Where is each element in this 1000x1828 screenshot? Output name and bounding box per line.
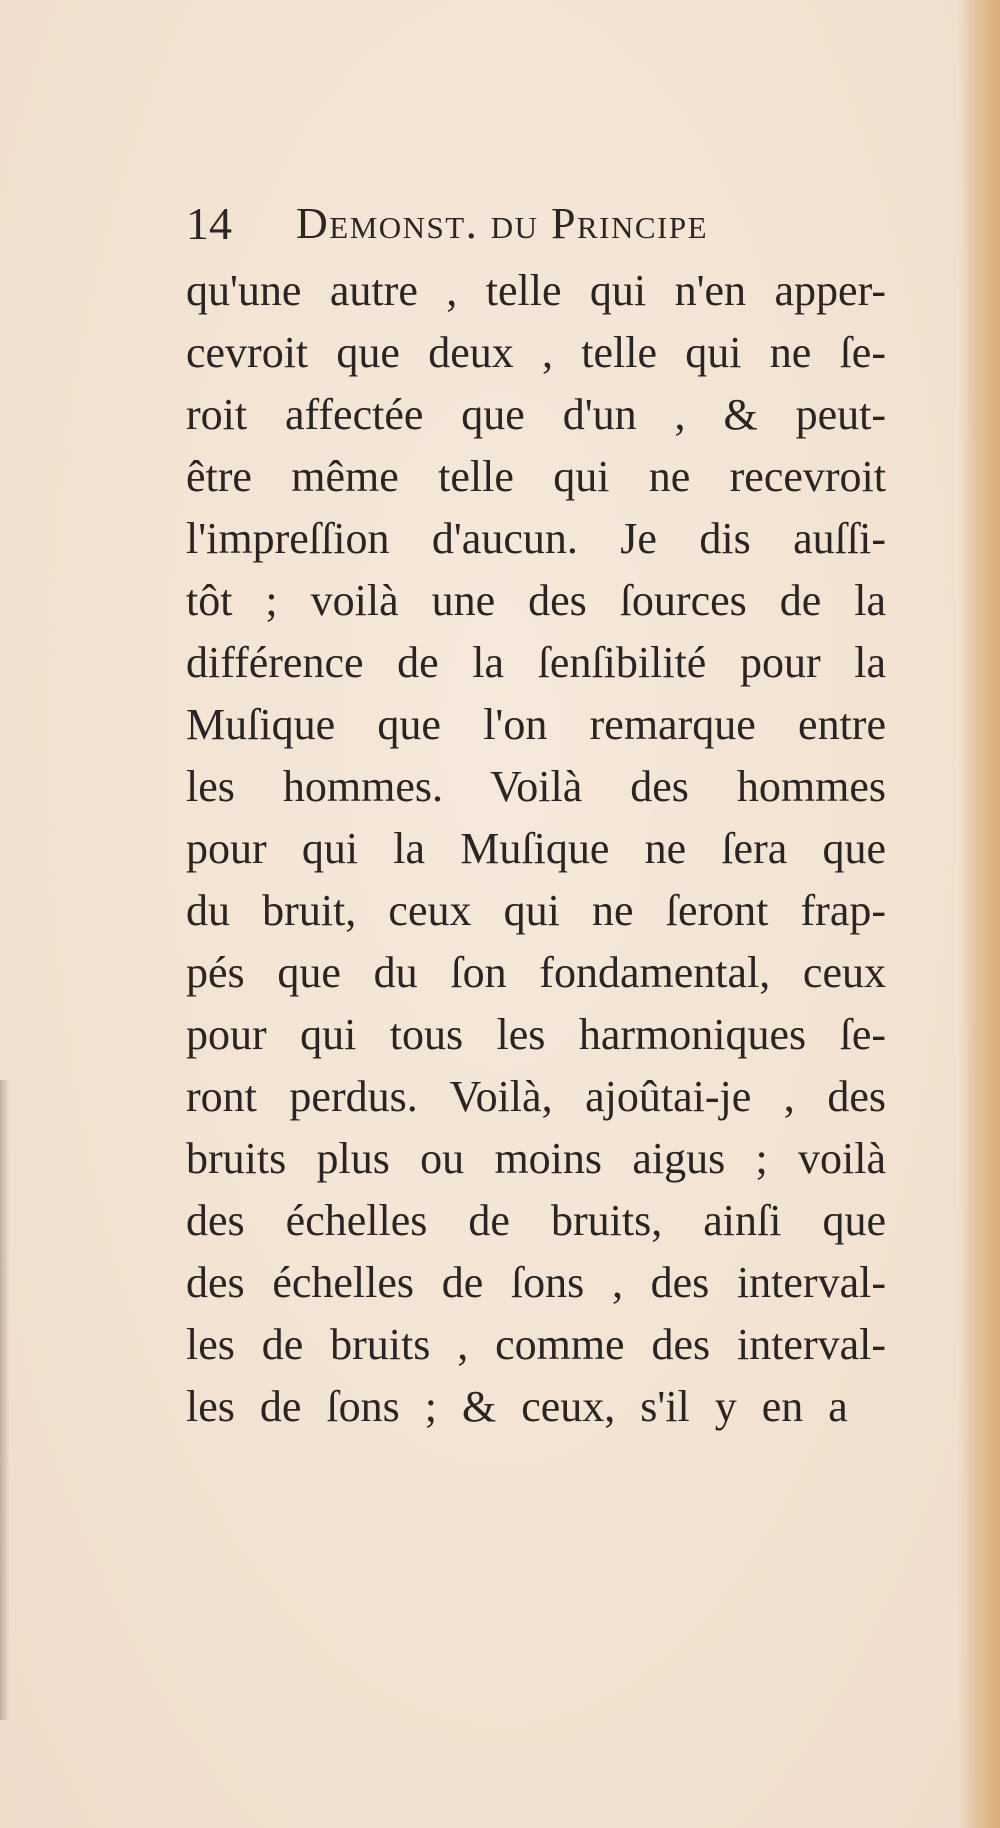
page-number: 14 — [186, 198, 232, 249]
text-line: les de ſons ; & ceux, s'il y en a — [186, 1382, 848, 1431]
text-line: cevroit que deux , telle qui ne ſe- — [186, 328, 886, 377]
text-line: différence de la ſenſibilité pour la — [186, 638, 886, 687]
page-header — [186, 196, 876, 256]
text-line: des échelles de bruits, ainſi que — [186, 1196, 886, 1245]
text-line: des échelles de ſons , des interval- — [186, 1258, 886, 1307]
binding-edge — [0, 1080, 10, 1720]
text-line: pour qui la Muſique ne ſera que — [186, 824, 886, 873]
body-text — [186, 260, 886, 1438]
text-line: être même telle qui ne recevroit — [186, 452, 886, 501]
text-line: les de bruits , comme des interval- — [186, 1320, 886, 1369]
text-line: pés que du ſon fondamental, ceux — [186, 948, 886, 997]
text-line: bruits plus ou moins aigus ; voilà — [186, 1134, 886, 1183]
page-edge-shadow — [958, 0, 1000, 1828]
running-title: Demonst. du Principe — [296, 199, 709, 248]
text-line: Muſique que l'on remarque entre — [186, 700, 886, 749]
text-line: pour qui tous les harmoniques ſe- — [186, 1010, 886, 1059]
text-line: ront perdus. Voilà, ajoûtai-je , des — [186, 1072, 886, 1121]
text-line: tôt ; voilà une des ſources de la — [186, 576, 886, 625]
text-line: du bruit, ceux qui ne ſeront frap- — [186, 886, 886, 935]
text-line: qu'une autre , telle qui n'en apper- — [186, 266, 886, 315]
text-line: roit affectée que d'un , & peut- — [186, 390, 886, 439]
text-line: les hommes. Voilà des hommes — [186, 762, 886, 811]
text-line: l'impreſſion d'aucun. Je dis auſſi- — [186, 514, 886, 563]
